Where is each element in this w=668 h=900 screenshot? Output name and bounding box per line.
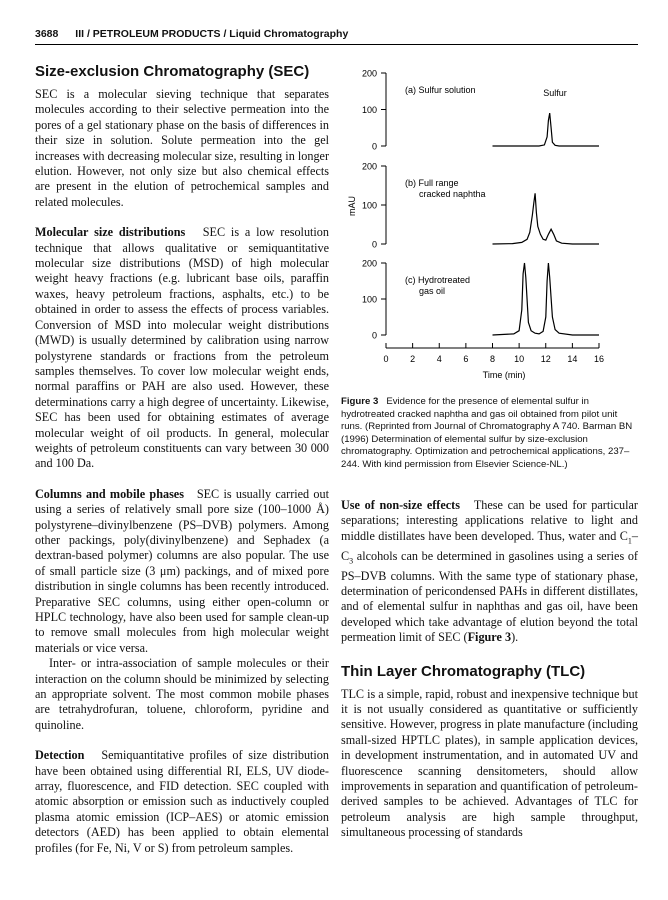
x-tick-label: 2 bbox=[410, 354, 416, 364]
y-tick-label: 100 bbox=[361, 294, 377, 305]
molecular-size-paragraph bbox=[35, 225, 329, 472]
chromatogram-trace-1 bbox=[493, 113, 600, 146]
caption-text: Evidence for the presence of elemental sulfur in hydrotreated cracked naphtha and gas oil obtained from pilot unit runs. (Reprinted from Journal of Chromatography A 740. Barman BN (1996) Determination of elemental sulfur by size-exclusion chromatography. Optimization and petrochemical applications, 237–244. With kind permission from Elsevier Science-NL.) bbox=[341, 396, 633, 470]
y-axis-label: mAU bbox=[347, 196, 357, 216]
header-rule bbox=[35, 44, 638, 45]
nonsize-text-c: ). bbox=[511, 630, 519, 645]
y-tick-label: 0 bbox=[371, 239, 377, 250]
sec-section-title: Size-exclusion Chromatography (SEC) bbox=[35, 63, 310, 80]
tlc-paragraph: TLC is a simple, rapid, robust and inexpensive technique but it is not usually considered as quantitative or sufficiently sensitive. However, progress in plate manufacture (including small-sized HPTLC plates), in sample application devices, in development instrumentation, and in automated UV and fluorescence scanning densitometers, should allow improvements in separation and quantification of petroleum-derived samples to be achieved. Advantages of TLC for petroleum analysis are high sample throughput, simultaneous processing of standards bbox=[341, 686, 638, 840]
panel-label-line: gas oil bbox=[419, 286, 446, 296]
molecular-size-text: SEC is a low resolution technique that allows qualitative or semiquantitative molecular size distributions (MSD) of high molecular weight heavy fractions (e.g. lubricant base oils, paraffin waxes, heavy petroleum fractions, asphalts, etc.) to be obtained in order to assess the effects of process variables. Conversion of MSD into molecular weight distributions (MWD) is usually determined by calibration using narrow polystyrene standards or fractions from the petroleum samples themselves. To cover low molecular weight ends, normal paraffins or PAH are also used. However, these determinations carry a high degree of uncertainty. Likewise, SEC has been used for obtaining estimates of average molecular weight of oil products. In general, molecular weights of petroleum constituents can vary between 30 000 and 100 Da. bbox=[35, 225, 329, 471]
columns-text: SEC is usually carried out using a series of relatively small pore size (100–1000 Å) polystyrene–divinylbenzene (PS–DVB) polymers. Among other packings, poly(divinylbenzene) and Sephadex (a dextran-based polymer) columns are also popular. The use of small particle size (3 μm) packings, and of mixed pore distribution in single columns has been recently introduced. Preparative SEC columns, using either open-column or HPLC technology, have also been used for sample clean-up to remove small molecules from high molecular weight materials or vice versa. bbox=[35, 486, 330, 655]
nonsize-dash: –C bbox=[341, 528, 638, 563]
y-tick-label: 200 bbox=[361, 258, 377, 269]
chromatogram-trace-2 bbox=[493, 193, 600, 244]
nonsize-text-a: These can be used for particular separations; interesting applications relative to light and middle distillates have been developed. Thus, water and C bbox=[341, 498, 638, 543]
sulfur-peak-label: Sulfur bbox=[543, 88, 567, 98]
nonsize-heading: Use of non-size effects bbox=[341, 498, 460, 512]
y-tick-label: 0 bbox=[371, 330, 377, 341]
y-tick-label: 200 bbox=[361, 161, 377, 172]
caption-label: Figure 3 bbox=[341, 396, 379, 407]
x-tick-label: 0 bbox=[383, 354, 389, 364]
columns-paragraph bbox=[35, 487, 329, 656]
molecular-size-heading: Molecular size distributions bbox=[35, 225, 186, 240]
panel-label-line: (b) Full range bbox=[405, 178, 459, 188]
panel-label-line: (c) Hydrotreated bbox=[405, 275, 471, 285]
running-header bbox=[35, 28, 638, 44]
page-number: 3688 bbox=[35, 28, 59, 40]
figure-3-reference[interactable]: Figure 3 bbox=[467, 630, 512, 645]
y-tick-label: 200 bbox=[361, 68, 377, 79]
nonsize-sub-1: 1 bbox=[627, 536, 632, 546]
x-axis-label: Time (min) bbox=[482, 370, 526, 380]
nonsize-text-b: alcohols can be determined in gasolines using a series of PS–DVB columns. With the same type of stationary phase, determination of pericondensed PAHs in different distillates, and of elemental sulfur in naphthas and gas oil, have been developed which take advantage of elution beyond the total permeation limit of SEC ( bbox=[341, 548, 638, 645]
panel-label-line: cracked naphtha bbox=[419, 189, 486, 199]
figure-caption bbox=[341, 396, 638, 471]
x-tick-label: 4 bbox=[436, 354, 442, 364]
sec-intro-paragraph: SEC is a molecular sieving technique that separates molecules according to their selective permeation into the pores of a gel stationary phase on the basis of differences in their size in solution. Solute permeation into the gel increases with decreasing molecular size, resulting in longer elution. However, not only size but also chemical effects are present in the elution of petrochemical samples and related molecules. bbox=[35, 87, 329, 209]
x-tick-label: 8 bbox=[489, 354, 496, 364]
x-tick-label: 10 bbox=[514, 354, 525, 364]
y-tick-label: 0 bbox=[371, 141, 377, 152]
columns-heading: Columns and mobile phases bbox=[35, 486, 184, 501]
chromatogram-trace-3 bbox=[493, 263, 600, 335]
association-paragraph: Inter- or intra-association of sample molecules or their interaction on the column should be minimized by selecting an appropriate solvent. The most common mobile phases are tetrahydrofuran, toluene, chloroform, pyridine and quinoline. bbox=[35, 656, 329, 732]
nonsize-sub-3: 3 bbox=[349, 556, 354, 566]
x-tick-label: 16 bbox=[593, 354, 605, 364]
detection-text: Semiquantitative profiles of size distribution have been obtained using differential RI, ELS, UV diode-array, fluorescence, and FID detection. SEC coupled with atomic absorption or emission such as inductively coupled plasma atomic emission (ICP–AES) or atomic emission detectors (AED) has been applied to obtain elemental profiles (for Fe, Ni, V or S) from petroleum samples. bbox=[35, 748, 329, 855]
y-tick-label: 100 bbox=[361, 200, 377, 211]
figure-3-chart bbox=[341, 63, 641, 383]
y-tick-label: 100 bbox=[361, 105, 377, 115]
running-title: III / PETROLEUM PRODUCTS / Liquid Chromatography bbox=[75, 28, 349, 40]
tlc-section-title: Thin Layer Chromatography (TLC) bbox=[341, 662, 586, 680]
x-tick-label: 12 bbox=[540, 354, 551, 364]
panel-label-line: (a) Sulfur solution bbox=[405, 85, 476, 95]
right-column bbox=[341, 498, 638, 841]
detection-heading: Detection bbox=[35, 748, 85, 763]
detection-paragraph bbox=[35, 748, 329, 856]
nonsize-paragraph bbox=[341, 498, 638, 646]
x-tick-label: 14 bbox=[567, 354, 578, 364]
left-column bbox=[35, 63, 329, 856]
x-tick-label: 6 bbox=[463, 354, 469, 364]
